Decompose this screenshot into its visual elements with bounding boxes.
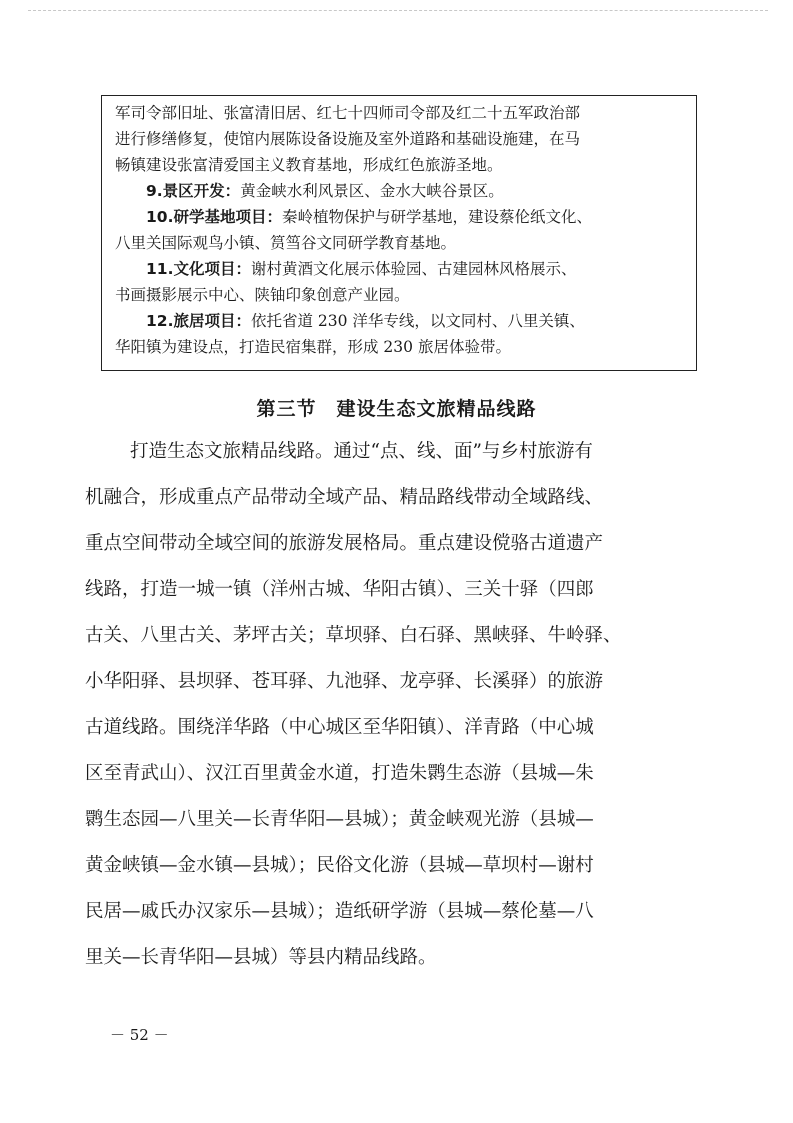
box-line [115,283,410,307]
item-text: 八里关国际观鸟小镇、筼筜谷文同研学教育基地。 [115,234,457,252]
body-line: 重点空间带动全域空间的旅游发展格局。重点建设傥骆古道遗产 [85,533,604,554]
item-label: 9.景区开发： [146,182,241,200]
item-text: 秦岭植物保护与研学基地，建设蔡伦纸文化、 [281,208,592,226]
body-line: 线路，打造一城一镇（洋州古城、华阳古镇）、三关十驿（四郎 [85,579,594,600]
body-line: 鹮生态园—八里关—长青华阳—县城）；黄金峡观光游（县城— [85,809,594,830]
body-line: 古关、八里古关、茅坪古关；草坝驿、白石驿、黑峡驿、牛岭驿、 [85,625,622,646]
item-text: 书画摄影展示中心、陕铀印象创意产业园。 [115,286,410,304]
box-line [115,231,456,255]
body-line: 区至青武山）、汉江百里黄金水道，打造朱鹮生态游（县城—朱 [85,763,594,784]
box-line [115,335,511,359]
box-line [146,309,585,333]
item-label: 10.研学基地项目： [146,208,282,226]
box-line [115,127,580,151]
item-text: 进行修缮修复，使馆内展陈设备设施及室外道路和基础设施建，在马 [115,130,581,148]
body-line: 民居—戚氏办汉家乐—县城）；造纸研学游（县城—蔡伦墓—八 [85,901,594,922]
section-title: 第三节 建设生态文旅精品线路 [256,398,537,420]
page-number: － 52 － [110,1026,169,1044]
box-line [115,101,580,125]
item-text: 黄金峡水利风景区、金水大峡谷景区。 [240,182,504,200]
box-line [146,257,576,281]
body-line: 里关—长青华阳—县城）等县内精品线路。 [85,947,437,968]
box-line [146,179,504,203]
box-line [115,153,503,177]
item-text: 军司令部旧址、张富清旧居、红七十四师司令部及红二十五军政治部 [115,104,581,122]
body-line: 机融合，形成重点产品带动全域产品、精品路线带动全域路线、 [85,487,604,508]
body-line: 打造生态文旅精品线路。通过“点、线、面”与乡村旅游有 [130,441,593,462]
body-line: 古道线路。围绕洋华路（中心城区至华阳镇）、洋青路（中心城 [85,717,594,738]
project-list-box [101,95,697,371]
top-dashed-rule [28,10,768,11]
box-line [146,205,592,229]
body-line: 黄金峡镇—金水镇—县城）；民俗文化游（县城—草坝村—谢村 [85,855,594,876]
item-label: 12.旅居项目： [146,312,251,330]
item-text: 华阳镇为建设点，打造民宿集群，形成 230 旅居体验带。 [115,338,511,356]
item-text: 谢村黄酒文化展示体验园、古建园林风格展示、 [250,260,577,278]
item-label: 11.文化项目： [146,260,251,278]
item-text: 畅镇建设张富清爱国主义教育基地，形成红色旅游圣地。 [115,156,503,174]
body-line: 小华阳驿、县坝驿、苍耳驿、九池驿、龙亭驿、长溪驿）的旅游 [85,671,604,692]
item-text: 依托省道 230 洋华专线，以文同村、八里关镇、 [250,312,585,330]
